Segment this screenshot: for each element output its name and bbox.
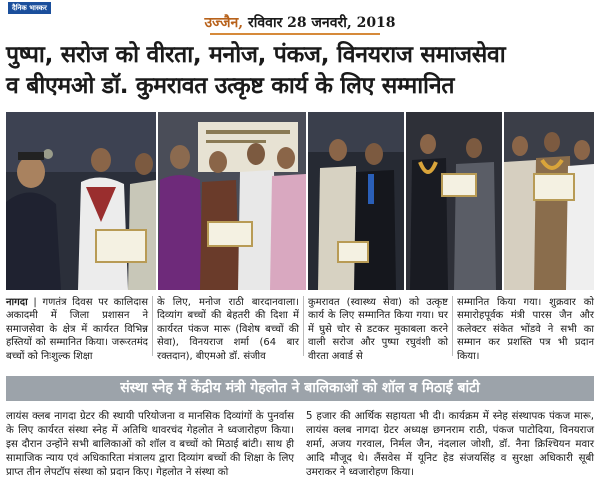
dateline-date: रविवार 28 जनवरी, 2018 (248, 15, 396, 31)
dateline (0, 13, 600, 32)
photo-4 (406, 112, 502, 290)
sub-headline-banner: संस्था स्नेह में केंद्रीय मंत्री गेहलोत ने बालिकाओं को शॉल व मिठाई बांटी (6, 376, 594, 401)
photo-5 (504, 112, 594, 290)
dateline-city: उज्जैन, (204, 15, 244, 31)
lower-article-column-1: लायंस क्लब नागदा ग्रेटर की स्थायी परियोजना व मानसिक दिव्यांगों के पुनर्वास के लिए कार्यरत संस्था स्नेह में अतिथि थावरचंद गेहलोत ने ध्वजारोहण किया। इस दौरान उन्होंने सभी बालिकाओं को शॉल व बच्चों को मिठाई बांटी। साथ ही सामाजिक न्याय एवं अधिकारिता मंत्रालय द्वारा दिव्यांग बच्चों की शिक्षा के लिए प्राप्त तीन लेपटॉप संस्था को प्रदान किए। गेहलोत ने संस्था को (6, 411, 294, 478)
headline-line-2: व बीएमओ डॉ. कुमरावत उत्कृष्ट कार्य के लिए सम्मानित (6, 73, 455, 99)
article-column-2: के लिए, मनोज राठी बारदानवाला। दिव्यांग बच्चों की बेहतरी की दिशा में कार्यरत पंकज मारू (विशेष बच्चों की सेवा), विनयराज शर्मा (64 बार रक्तदान), बीएमओ डॉ. संजीव (157, 297, 299, 362)
article-dateline: नागदा (6, 297, 28, 308)
article-column-1-text: | गणतंत्र दिवस पर कालिदास अकादमी में जिला प्रशासन ने समाजसेवा के क्षेत्र में कार्यरत विभिन्न हस्तियों को सम्मानित किया। जरूरतमंद बच्चों को निःशुल्क शिक्षा (6, 297, 148, 362)
dateline-underline (210, 33, 380, 35)
photo-3 (308, 112, 404, 290)
article-column-1 (6, 296, 148, 363)
photo-1 (6, 112, 156, 290)
newspaper-logo: दैनिक भास्कर (8, 2, 51, 14)
photo-2 (158, 112, 306, 290)
headline-line-1: पुष्पा, सरोज को वीरता, मनोज, पंकज, विनयराज समाजसेवा (6, 42, 506, 68)
headline (6, 40, 596, 102)
column-divider (152, 296, 153, 356)
article-column-4: सम्मानित किया गया। शुक्रवार को समारोहपूर्वक मंत्री पारस जैन और कलेक्टर संकेत भोंडवे ने सभी का सम्मान कर प्रशस्ति पत्र भी प्रदान किया। (457, 297, 594, 362)
column-divider (303, 296, 304, 356)
column-divider (452, 296, 453, 356)
photo-strip (6, 112, 594, 290)
article-column-3: कुमरावत (स्वास्थ्य सेवा) को उत्कृष्ट कार्य के लिए सम्मानित किया गया। घर में घुसे चोर से डटकर मुकाबला करने वाली सरोज और पुष्पा रघुवंशी को वीरता अवार्ड से (308, 297, 448, 362)
masthead (0, 0, 600, 38)
lower-article-column-2: 5 हजार की आर्थिक सहायता भी दी। कार्यक्रम में स्नेह संस्थापक पंकज मारू, लायंस क्लब नागदा ग्रेटर अध्यक्ष छगनराम राठी, पंकज पाटोदिया, विनयराज शर्मा, अजय गरवाल, निर्मल जैन, नंदलाल जोशी, डॉ. नैना क्रिश्चियन मवार आदि मौजूद थे। लैंसवेस में यूनिट हेड संजयसिंह व सुरक्षा अधिकारी सूबी उमराकर ने ध्वजारोहण किया। (306, 411, 594, 478)
